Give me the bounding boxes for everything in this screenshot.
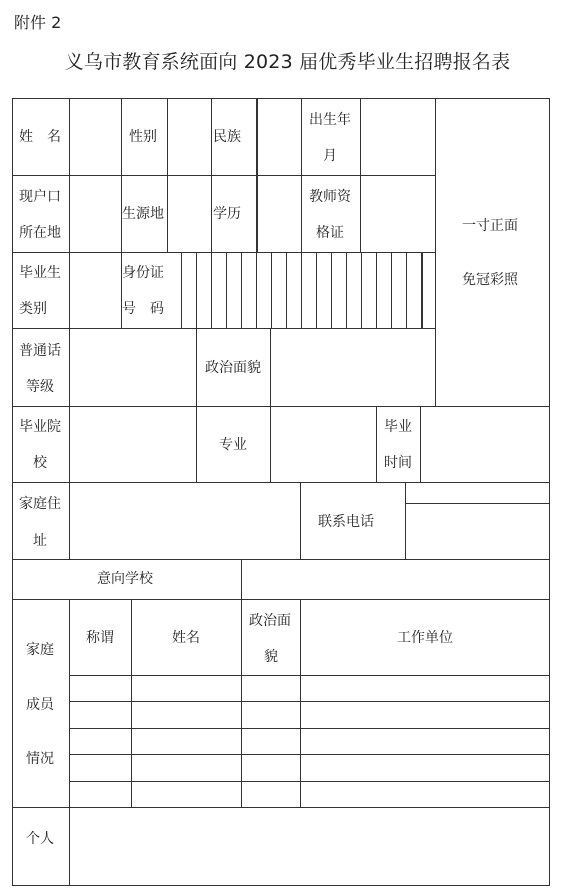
label-intended-school: 意向学校	[97, 571, 153, 587]
label-gender: 性别	[129, 129, 157, 145]
photo-placeholder-line1: 一寸正面	[462, 218, 518, 234]
label-personal: 个人	[26, 831, 54, 847]
col-header-name: 姓名	[172, 630, 200, 646]
label-id-line2: 号 码	[122, 301, 164, 317]
photo-placeholder-line2: 免冠彩照	[462, 272, 518, 288]
label-grad-type-line1: 毕业生	[19, 265, 61, 281]
label-family-line1: 家庭	[26, 642, 54, 658]
label-id-line1: 身份证	[122, 265, 164, 281]
label-family-line3: 情况	[26, 751, 54, 767]
label-mandarin-line2: 等级	[26, 379, 54, 395]
label-grad-time-line1: 毕业	[384, 419, 412, 435]
label-education: 学历	[213, 206, 241, 222]
label-birth-line2: 月	[323, 148, 337, 164]
label-major: 专业	[219, 437, 247, 453]
label-hukou-line1: 现户口	[19, 189, 61, 205]
label-birth-line1: 出生年	[309, 112, 351, 128]
label-teacher-cert-line1: 教师资	[309, 189, 351, 205]
label-ethnicity: 民族	[213, 129, 241, 145]
col-header-workplace: 工作单位	[397, 630, 453, 646]
label-phone: 联系电话	[318, 514, 374, 530]
col-header-political-line2: 貌	[264, 649, 278, 665]
label-mandarin-line1: 普通话	[19, 343, 61, 359]
col-header-political-line1: 政治面	[249, 613, 291, 629]
form-title: 义乌市教育系统面向 2023 届优秀毕业生招聘报名表	[64, 51, 511, 73]
label-name: 姓 名	[19, 129, 61, 145]
label-hukou-line2: 所在地	[19, 225, 61, 241]
label-grad-time-line2: 时间	[384, 455, 412, 471]
label-school-line2: 校	[33, 455, 47, 471]
label-teacher-cert-line2: 格证	[316, 225, 344, 241]
label-origin: 生源地	[122, 206, 164, 222]
label-school-line1: 毕业院	[19, 419, 61, 435]
label-family-line2: 成员	[26, 697, 54, 713]
label-political: 政治面貌	[205, 360, 261, 376]
label-grad-type-line2: 类别	[19, 301, 47, 317]
label-address-line1: 家庭住	[19, 496, 61, 512]
attachment-label: 附件 2	[14, 13, 62, 32]
label-address-line2: 址	[33, 533, 47, 549]
col-header-relation: 称谓	[86, 630, 114, 646]
